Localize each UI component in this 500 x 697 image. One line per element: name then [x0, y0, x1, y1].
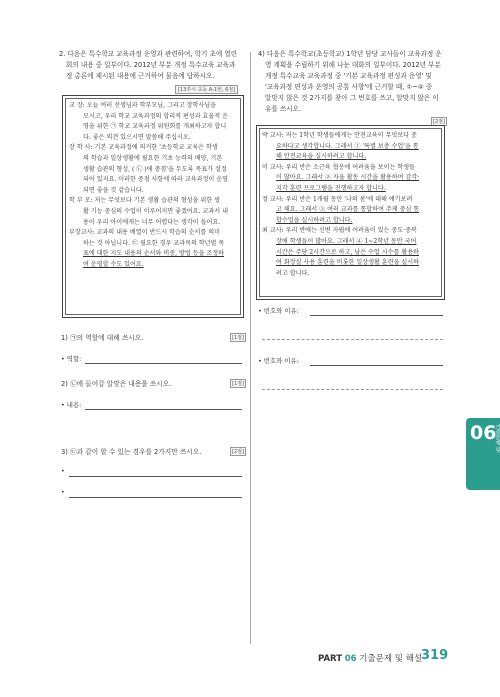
answer-label-content: • 내용: [61, 401, 82, 409]
question-4-line: 4) 다음은 특수학교(초등학교) 1학년 담당 교사들이 교육과정 운 [258, 50, 442, 58]
dialog-line: 시간은 주당 2시간으로 하고, 남은 수업 시수를 활용하 [276, 248, 419, 256]
dialog-line: 하는 것 아닙니다. ㉢ 필요한 경우 교과목의 학년별 목 [83, 239, 225, 247]
dialog-line: 박 교사: 저는 1학년 학생들에게는 안전교육이 무엇보다 중 [262, 132, 417, 139]
dialog-line: 활 기능 중심의 수업이 이루어지면 좋겠어요. 교과서 내 [83, 207, 229, 215]
points-badge: [2점] [433, 119, 445, 125]
dialog-line: 되어 있지요. 이러한 중점 사항에 따라 교육과정이 운영 [83, 176, 229, 184]
answer-bullet: • [61, 488, 65, 496]
answer-line[interactable] [310, 315, 443, 316]
dialog-line: 여 운영할 수도 있어요. [83, 260, 144, 268]
dialog-line: 용이 우리 아이에게는 너무 어렵다는 생각이 들어요. [83, 218, 221, 226]
page-number: 319 [421, 648, 449, 663]
answer-label-role: • 역할: [61, 355, 82, 363]
footer-part-num: 06 [344, 654, 357, 664]
sub-question-1: 1) ㉠의 역할에 대해 쓰시오. [61, 334, 144, 342]
answer-line[interactable] [85, 363, 242, 364]
answer-line[interactable] [69, 476, 242, 477]
question-2-text [59, 49, 249, 82]
question-4-line: 영 계획을 수립하기 위해 나눈 대화의 일부이다. 2012년 부분 [265, 61, 441, 69]
points-badge: [1점] [232, 381, 244, 387]
question-4-line: '교육과정 편성과 운영의 공통 사항'에 근거할 때, ①~④ 중 [265, 83, 433, 91]
answer-line[interactable] [69, 497, 242, 498]
dialog-line: 정 교사: 우리 반은 1개월 동안 '나의 봄'에 대해 얘기보려 [262, 195, 413, 203]
question-2-line: 회의 내용 중 일부이다. 2012년 부분 개정 특수교육 교육과 [66, 61, 236, 69]
answer-line[interactable] [85, 409, 242, 410]
dialog-line: 모시고, 우리 학교 교육과정의 합리적 편성과 효율적 운 [83, 112, 229, 120]
dialog-line: 이 많아요. 그래서 ② 자율 활동 시간을 활용하여 감각· [276, 174, 420, 182]
answer-label-number-reason: • 번호와 이유: [258, 357, 299, 365]
footer-part: PART [318, 654, 342, 664]
dialog-line: 생활 습관의 형성, ( ㉡ )에 중점'을 두도록 목표가 설정 [83, 165, 227, 173]
dialog-line: 여 화장실 사용 훈련을 비롯한 일상생활 훈련을 실시하 [276, 259, 420, 267]
dialog-text-right [262, 131, 438, 279]
answer-line-dashed[interactable] [262, 339, 443, 340]
question-4-text [258, 49, 453, 115]
dialog-line: 교 장: 오늘 여러 선생님과 학부모님, 그리고 장학사님을 [69, 102, 217, 109]
question-4-line: 개정 특수교육 교육과정 중 '기본 교육과정 편성과 운영' 및 [265, 72, 432, 80]
dialog-line: 장 학 사: 기본 교육과정에 의거한 '초등학교 교육은 학생 [69, 144, 218, 152]
dialog-line: 학 부 모: 저는 무엇보다 기본 생활 습관의 형성을 위한 생 [69, 197, 220, 205]
question-2-line: 정 총론에 제시된 내용에 근거하여 물음에 답하시오. [66, 72, 215, 80]
answer-line-dashed[interactable] [262, 389, 443, 390]
dialog-line: 부장교사: 교과의 내용 배열이 반드시 학습의 순서를 의미 [69, 229, 221, 237]
dialog-line: 해 안전교육을 실시하려고 합니다. [276, 153, 367, 161]
dialog-line: 다. 좋은 의견 있으시면 말씀해 주십시오. [83, 133, 191, 141]
sub-question-2: 2) ㉡에 들어갈 알맞은 내용을 쓰시오. [61, 380, 172, 388]
footer [318, 652, 422, 664]
source-tag: [13추시 초등 A-1번, 6점] [175, 85, 238, 94]
points-badge: [2점] [232, 449, 244, 455]
dialog-line: 합수업을 실시하려고 합니다. [276, 216, 353, 224]
dialog-line: 장애 학생들이 많아요. 그래서 ④ 1~2학년 동안 국어 [276, 237, 417, 245]
dialog-line: 지각 훈련 프로그램을 진행하고자 합니다. [276, 184, 386, 192]
dialog-line: 되면 좋을 것 같습니다. [83, 186, 144, 194]
dialog-line: 의 학습과 일상생활에 필요한 기초 능력의 배양, 기본 [83, 154, 223, 162]
dialog-line: 영을 위한 ㉠ 학교 교육과정 위원회를 개최하고자 합니 [83, 123, 227, 131]
points-badge: [1점] [232, 335, 244, 341]
dialog-line: 이 교사: 우리 반은 소근육 협응에 어려움을 보이는 학생들 [262, 163, 415, 171]
answer-label-number-reason: • 번호와 이유: [258, 307, 299, 315]
sub-question-3: 3) ㉢과 같이 할 수 있는 경우를 2가지만 쓰시오. [61, 448, 202, 456]
question-4-line: 알맞지 않은 것 2가지를 찾아 그 번호를 쓰고, 알맞지 않은 이 [265, 94, 439, 102]
column-divider [250, 52, 251, 644]
dialog-line: 최 교사: 우리 반에는 신변 자립에 어려움이 있는 중도·중복 [262, 227, 417, 235]
dialog-text-left [69, 101, 237, 271]
dialog-line: 표에 대한 지도 내용의 순서와 비중, 방법 등을 조정하 [83, 250, 225, 258]
question-4-line: 유를 쓰시오. [265, 105, 302, 113]
dialog-line: 고 해요. 그래서 ③ 여러 교과를 통합하여 주제 중심 통 [276, 206, 420, 214]
dialog-line: 려고 합니다. [276, 269, 310, 277]
chapter-tab-label: 기출문제 및 [494, 424, 500, 453]
dialog-line: 요하다고 생각합니다. 그래서 ① '특별 보충 수업'을 통 [276, 142, 419, 150]
chapter-tab-number: 06 [470, 422, 497, 444]
answer-bullet: • [61, 467, 65, 475]
question-2-line: 2. 다음은 특수학교 교육과정 운영과 관련하여, 학기 초에 열린 [59, 50, 238, 58]
answer-line[interactable] [310, 365, 443, 366]
footer-part-title: 기출문제 및 해설 [359, 654, 423, 664]
